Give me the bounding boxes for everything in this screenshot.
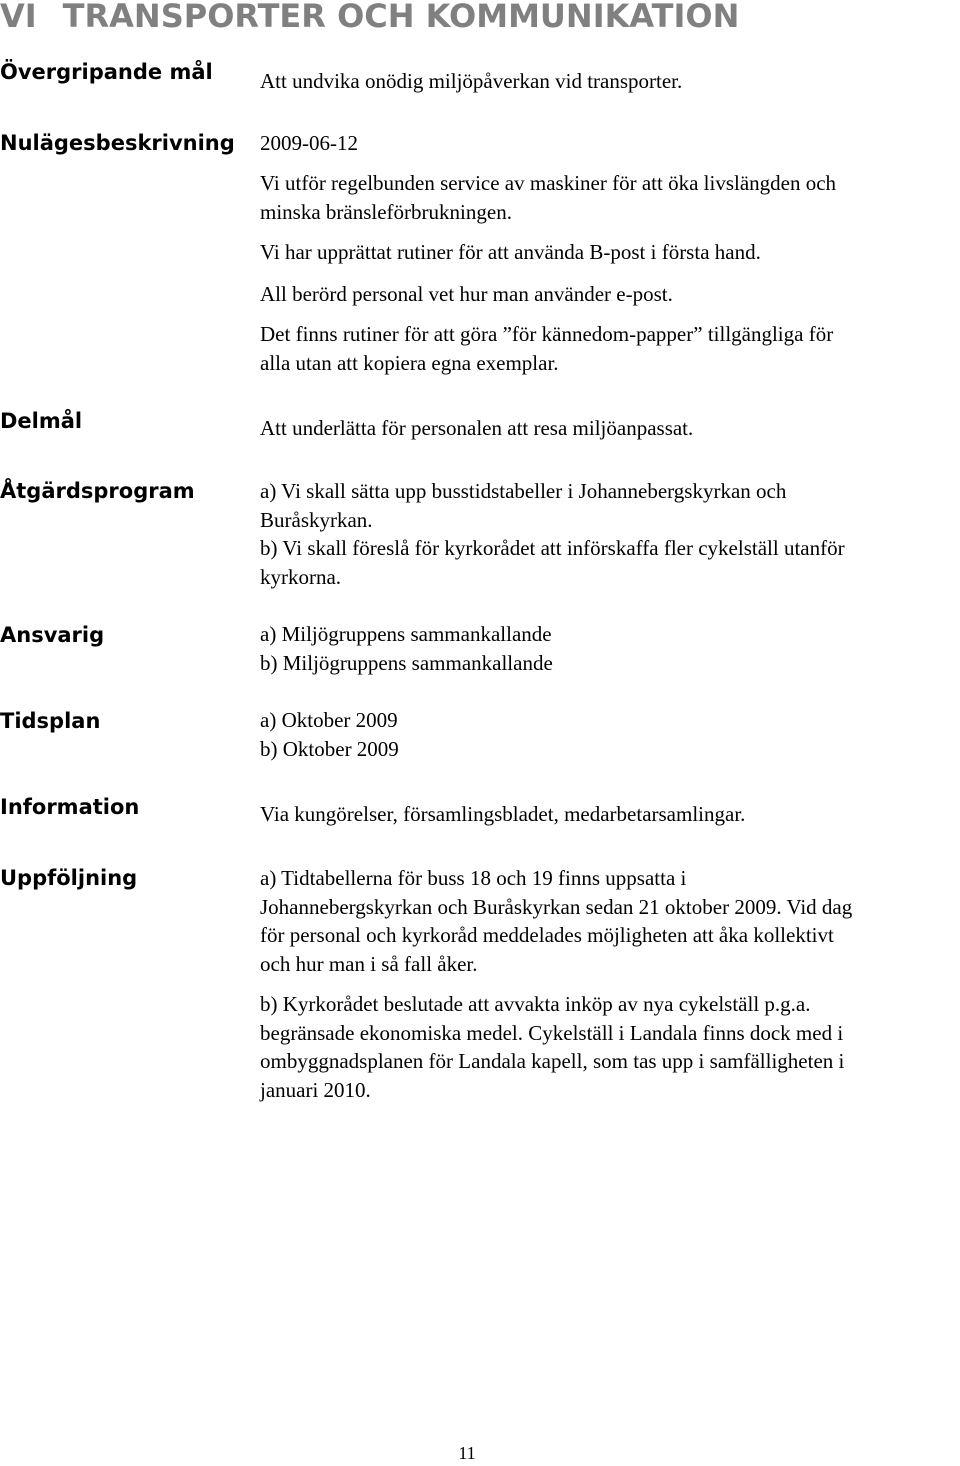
nulage-paragraph-4: [260, 320, 960, 377]
text-delmal: Att underlätta för personalen att resa miljöanpassat.: [260, 416, 694, 440]
text-line: b) Oktober 2009: [260, 736, 399, 761]
text-line: Vi utför regelbunden service av maskiner för att öka livslängden och: [260, 171, 837, 195]
text-line: januari 2010.: [260, 1077, 371, 1102]
text-line: b) Vi skall föreslå för kyrkorådet att införskaffa fler cykelställ utanför: [260, 536, 845, 560]
nulage-paragraph-1: [260, 169, 960, 226]
text-line: begränsade ekonomiska medel. Cykelställ i Landala finns dock med i: [260, 1020, 844, 1045]
text-line: a) Miljögruppens sammankallande: [260, 622, 552, 646]
text-line: b) Miljögruppens sammankallande: [260, 650, 553, 675]
label-uppfoljning: Uppföljning: [0, 866, 138, 890]
text-line: a) Oktober 2009: [260, 708, 398, 732]
label-delmal: Delmål: [0, 409, 83, 433]
nulage-paragraph-2: [260, 238, 960, 267]
nulage-paragraph-3: [260, 280, 960, 309]
text-line: för personal och kyrkoråd meddelades möjligheten att åka kollektivt: [260, 923, 834, 947]
text-line: Buråskyrkan.: [260, 507, 373, 532]
text-line: och hur man i så fall åker.: [260, 951, 478, 976]
section-number: VI: [0, 0, 37, 35]
text-tidsplan: [260, 706, 960, 763]
label-ansvarig: Ansvarig: [0, 623, 105, 647]
label-overgripande-mal: Övergripande mål: [0, 60, 213, 84]
text-line: Vi har upprättat rutiner för att använda B-post i första hand.: [260, 240, 761, 264]
text-line: alla utan att kopiera egna exemplar.: [260, 350, 559, 375]
text-line: minska bränsleförbrukningen.: [260, 199, 512, 224]
text-overgripande-mal: Att undvika onödig miljöpåverkan vid transporter.: [260, 69, 683, 93]
label-atgardsprogram: Åtgärdsprogram: [0, 479, 195, 503]
text-atgardsprogram: [260, 477, 960, 591]
uppfoljning-paragraph-a: [260, 864, 960, 978]
uppfoljning-paragraph-b: [260, 990, 960, 1104]
text-line: Det finns rutiner för att göra ”för kännedom-papper” tillgängliga för: [260, 322, 834, 346]
text-line: a) Tidtabellerna för buss 18 och 19 finns uppsatta i: [260, 866, 687, 890]
text-line: All berörd personal vet hur man använder e-post.: [260, 282, 673, 306]
text-line: b) Kyrkorådet beslutade att avvakta inköp av nya cykelställ p.g.a.: [260, 992, 811, 1016]
section-heading: [0, 0, 739, 38]
label-information: Information: [0, 795, 140, 819]
label-tidsplan: Tidsplan: [0, 709, 101, 733]
text-line: a) Vi skall sätta upp busstidstabeller i Johannebergskyrkan och: [260, 479, 787, 503]
text-information: Via kungörelser, församlingsbladet, medarbetarsamlingar.: [260, 802, 746, 826]
page-number: 11: [458, 1443, 476, 1463]
label-nulagesbeskrivning: Nulägesbeskrivning: [0, 131, 235, 155]
text-ansvarig: [260, 620, 960, 677]
text-line: Johannebergskyrkan och Buråskyrkan sedan 21 oktober 2009. Vid dag: [260, 894, 853, 919]
text-line: kyrkorna.: [260, 564, 342, 589]
nulagesbeskrivning-date: 2009-06-12: [260, 131, 358, 155]
text-line: ombyggnadsplanen för Landala kapell, som tas upp i samfälligheten i: [260, 1049, 845, 1073]
section-title: TRANSPORTER OCH KOMMUNIKATION: [62, 0, 740, 35]
